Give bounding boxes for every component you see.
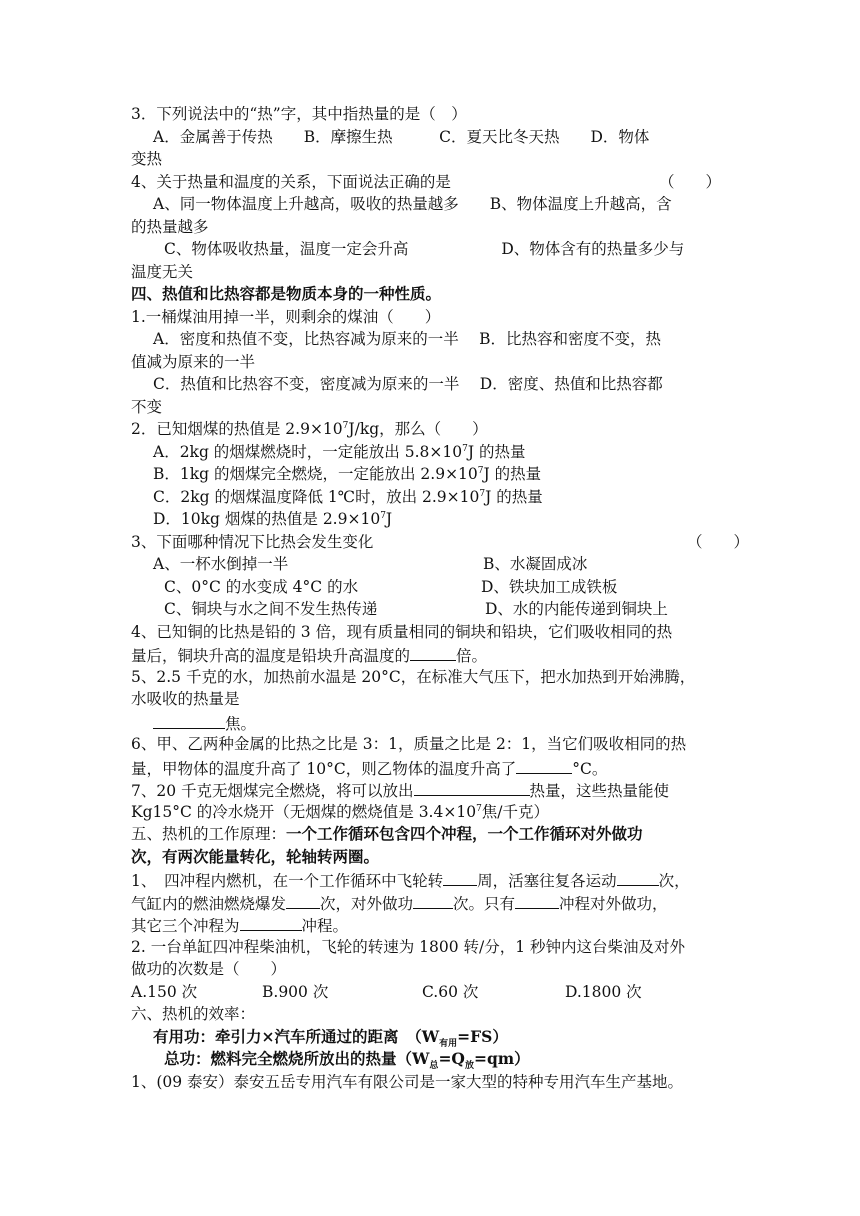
s5q1-l2d: 冲程对外做功， [559, 894, 668, 913]
s4q2-c-text: C．2kg 的烟煤温度降低 1℃时，放出 2.9×10 [153, 487, 480, 506]
s4q2-d-text: D．10kg 烟煤的热值是 2.9×10 [153, 510, 381, 528]
s5q1-l2c: 次。只有 [453, 894, 516, 913]
s4-question-1-option-a-cont: 值减为原来的一半 [131, 352, 256, 371]
s4-question-1-option-c-cont: 不变 [131, 397, 163, 416]
total-work-q: =Q [438, 1049, 465, 1068]
s4-question-5-line-3 [131, 711, 731, 734]
s4-question-5-line-1: 5、2.5 千克的水，加热前水温是 20°C，在标准大气压下，把水加热到开始沸腾， [131, 667, 696, 686]
answer-blank [413, 891, 453, 909]
total-work-text: 总功：燃料完全燃烧所放出的热量（W [164, 1049, 430, 1068]
answer-blank [443, 868, 477, 886]
s4q2-b-exp: 7 [477, 465, 484, 476]
s4-question-1-option-c: C．热值和比热容不变，密度减为原来的一半 D．密度、热值和比热容都 [153, 375, 663, 393]
section-6-total-work [131, 1048, 731, 1071]
useful-work-text: 有用功：牵引力×汽车所通过的距离 （W [153, 1026, 440, 1046]
s5q1-l3b: 冲程。 [301, 917, 349, 935]
question-4-option-c-cont: 温度无关 [131, 262, 194, 281]
s4q2-d-exp: 7 [380, 510, 386, 521]
s4q7-text-a: 7、20 千克无烟煤完全燃烧，将可以放出 [131, 782, 414, 800]
s4q2-stem-exp: 7 [342, 420, 349, 431]
answer-blank [516, 756, 572, 774]
answer-blank [515, 891, 559, 909]
question-3-options: A．金属善于传热 B．摩擦生热 C．夏天比冬天热 D．物体 [153, 127, 650, 146]
s4q7-line2-a: Kg15°C 的冷水烧开（无烟煤的燃烧值是 3.4×10 [131, 802, 477, 821]
s4-question-5-line-2: 水吸收的热量是 [131, 690, 240, 708]
question-4-text: 4、关于热量和温度的关系，下面说法正确的是 [131, 172, 451, 191]
s4q7-exp: 7 [476, 803, 482, 814]
section-5-line-1 [131, 823, 731, 846]
s4-question-1-option-a: A．密度和热值不变，比热容减为原来的一半 B．比热容和密度不变，热 [153, 330, 662, 348]
s5-question-1-line-2 [131, 891, 731, 914]
s5q2-option-b: B.900 次 [262, 982, 329, 1001]
s4-question-7-line-2 [131, 801, 731, 824]
answer-blank [240, 913, 302, 931]
s4q4-end: 倍。 [456, 647, 488, 665]
answer-blank [414, 778, 530, 796]
s4q3-text: 3、下面哪种情况下比热会发生变化 [131, 532, 374, 551]
s4-question-2-option-d [131, 508, 731, 531]
s6-question-1-line-1: 1、(09 泰安）泰安五岳专用汽车有限公司是一家大型的特种专用汽车生产基地。 [131, 1072, 684, 1091]
question-3-stem: 3．下列说法中的“热”字，其中指热量的是（ ） [131, 105, 467, 123]
s4q2-stem-a: 2．已知烟煤的热值是 2.9×10 [131, 420, 343, 438]
s4q3-option-a: A、一杯水倒掉一半 [153, 555, 289, 573]
total-work-sub-1: 总 [429, 1061, 439, 1072]
s4q7-text-b: 热量，这些热量能使 [529, 782, 670, 800]
s5-question-2-options [131, 981, 731, 1004]
s5q1-l1b: 周，活塞往复各运动 [477, 872, 617, 890]
s5-question-1-line-3 [131, 913, 731, 936]
s4q6-text: 量，甲物体的温度升高了 10°C，则乙物体的温度升高了 [131, 759, 517, 778]
section-6-title: 六、热机的效率： [131, 1005, 256, 1023]
s5q2-option-a: A.150 次 [131, 982, 198, 1001]
s4q2-c-unit: J 的热量 [485, 487, 543, 506]
s4-question-2-option-c [131, 486, 731, 509]
s4q2-b-text: B．1kg 的烟煤完全燃烧，一定能放出 2.9×10 [153, 465, 478, 483]
question-4-option-a: A、同一物体温度上升越高，吸收的热量越多 B、物体温度上升越高，含 [153, 195, 672, 213]
s4-question-6-line-1: 6、甲、乙两种金属的比热之比是 3：1，质量之比是 2：1，当它们吸收相同的热 [131, 735, 687, 753]
section-5-line-2: 次，有两次能量转化，轮轴转两圈。 [131, 846, 380, 866]
s4q2-d-unit: J [385, 510, 393, 528]
total-work-sub-2: 放 [464, 1061, 474, 1072]
s5-question-1-line-1 [131, 868, 731, 891]
s4-question-2-option-a [131, 441, 731, 464]
s4q3-option-f: D、水的内能传递到铜块上 [485, 600, 668, 618]
answer-blank [153, 711, 225, 729]
s4-question-7-line-1 [131, 778, 731, 801]
answer-blank [410, 643, 456, 661]
useful-work-formula: =FS） [457, 1026, 508, 1046]
question-4-stem [131, 171, 731, 194]
s4q3-option-d: D、铁块加工成铁板 [481, 577, 618, 596]
s4q3-option-c: C、0°C 的水变成 4°C 的水 [164, 577, 359, 596]
s4q3-answer-paren: （ ） [687, 532, 750, 551]
s4-question-2-stem [131, 418, 731, 441]
question-4-answer-paren: （ ） [659, 172, 722, 191]
s4-question-4-line-1: 4、已知铜的比热是铅的 3 倍，现有质量相同的铜块和铅块，它们吸收相同的热 [131, 622, 673, 641]
answer-blank [617, 868, 659, 886]
s4-question-1-stem: 1.一桶煤油用掉一半，则剩余的煤油（ ） [131, 307, 441, 326]
s5q2-option-c: C.60 次 [422, 982, 479, 1001]
s4q7-line2-b: 焦/千克） [481, 802, 550, 821]
question-4-option-a-cont: 的热量越多 [131, 217, 209, 236]
s5q1-l1a: 1、 四冲程内燃机，在一个工作循环中飞轮转 [131, 872, 444, 890]
s4q5-end: 焦。 [225, 714, 257, 733]
s4q2-c-exp: 7 [479, 488, 486, 499]
s4-question-3-row-3 [131, 598, 731, 621]
s5q1-l2a: 气缸内的燃油燃烧爆发 [131, 894, 287, 913]
question-4-option-c: C、物体吸收热量，温度一定会升高 D、物体含有的热量多少与 [164, 240, 685, 258]
s4-question-3-stem [131, 531, 750, 554]
s4q6-end: °C。 [572, 759, 608, 778]
section-5-principle: 一个工作循环包含四个冲程，一个工作循环对外做功 [286, 824, 643, 843]
s4-question-6-line-2 [131, 756, 731, 779]
s4q2-a-text: A．2kg 的烟煤燃烧时，一定能放出 5.8×10 [153, 442, 463, 461]
s5-question-2-line-1: 2. 一台单缸四冲程柴油机，飞轮的转速为 1800 转/分，1 秒钟内这台柴油及对外 [131, 937, 686, 956]
section-5-title: 五、热机的工作原理： [131, 825, 287, 843]
s4q4-text: 量后，铜块升高的温度是铅块升高温度的 [131, 647, 411, 665]
document-page [131, 103, 750, 1093]
question-3-options-cont: 变热 [131, 150, 163, 168]
s5-question-2-line-2: 做功的次数是（ ） [131, 960, 287, 978]
s5q1-l1c: 次， [658, 872, 690, 890]
s5q1-l3a: 其它三个冲程为 [131, 917, 240, 935]
s4-question-3-row-2 [131, 576, 731, 599]
total-work-formula: =qm） [473, 1049, 530, 1068]
s4-question-4-line-2 [131, 643, 731, 666]
s4q2-stem-b: J/kg，那么（ ） [348, 420, 488, 438]
s4-question-2-option-b [131, 463, 731, 486]
useful-work-sub: 有用 [439, 1038, 458, 1049]
s4q2-b-unit: J 的热量 [483, 465, 542, 483]
s4q3-option-b: B、水凝固成冰 [483, 555, 588, 573]
s5q1-l2b: 次，对外做功 [320, 894, 414, 913]
s4q2-a-exp: 7 [462, 443, 468, 454]
s4-question-3-row-1 [131, 553, 731, 576]
s5q2-option-d: D.1800 次 [565, 982, 642, 1001]
answer-blank [286, 891, 320, 909]
section-6-useful-work [131, 1026, 731, 1049]
section-4-title: 四、热值和比热容都是物质本身的一种性质。 [131, 284, 442, 303]
s4q2-a-unit: J 的热量 [467, 442, 526, 461]
s4q3-option-e: C、铜块与水之间不发生热传递 [164, 600, 378, 618]
